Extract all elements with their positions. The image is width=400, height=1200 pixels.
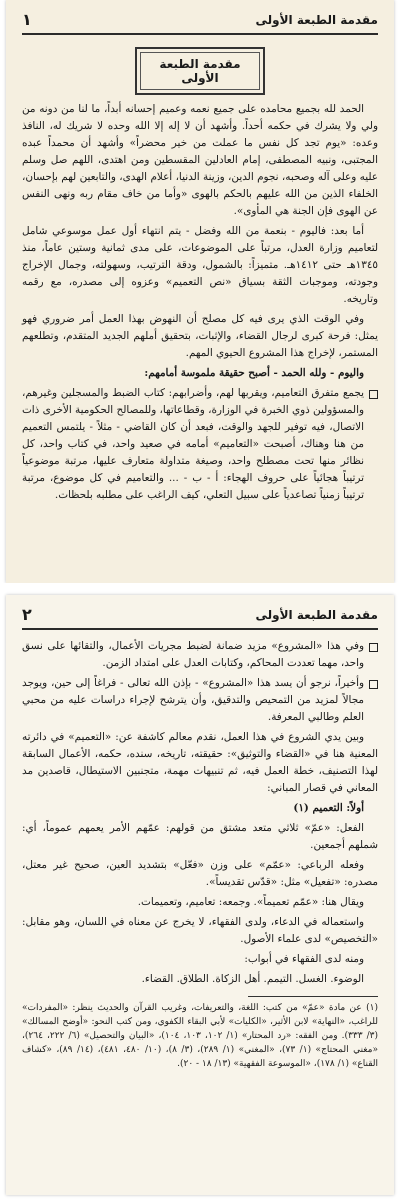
paragraph: واستعماله في الدعاء، ولدى الفقهاء، لا يخرج عن معناه في اللسان، وهو مقابل: «التخصيص» لدى علماء الأصول.: [22, 916, 378, 945]
section-title: مقدمة الطبعة الأولى: [140, 52, 260, 90]
paragraph: الوضوء. الغسل. التيمم. أهل الزكاة. الطلاق. القضاء.: [141, 973, 364, 985]
running-title: مقدمة الطبعة الأولى: [255, 12, 378, 27]
running-title: مقدمة الطبعة الأولى: [255, 607, 378, 622]
footnote: (١) عن مادة «عمّ» من كتب: اللغة، والتعريفات، وغريب القرآن والحديث ينظر: «المفردات» للراغب، «النهاية» لابن الأثير، «الكليات» لأبي البقاء الكفوي، ومن كتب النحو: «أوضح المسالك» (٣/ ٣٣٣). ومن الفقه: «رد المحتار» (١/ ١٠٢، ١٠٣، ١٠٤)، «البيان والتحصيل» (٦/ ٢٢٢، ٢٦٤)، «مغني المحتاج» (١/ ٧٣)، «المغني» (١/ ٢٨٩)، (٣/ ٨)، (١٠/ ٤٨٠، ٤٨١)، (١٤/ ٨٩)، «كشاف القناع» (١/ ١٧٨)، «الموسوعة الفقهية» (١٣/ ١٨ - ٢٠).: [22, 1003, 378, 1069]
footnote-separator: [248, 996, 378, 997]
paragraph: ويقال هنا: «عمّم تعميماً». وجمعه: تعاميم، وتعميمات.: [137, 896, 364, 908]
bullet-item: يجمع متفرق التعاميم، ويقربها لهم، وأضرابهم: كتاب الضبط والمسجلين وغيرهم، والمسؤولين ذوي الخبرة في الوزارة، وقطاعاتها، وللمصالح الحكومية الأخرى ذات الاتصال، فيه توفير للجهد والوقت، فبعد أن كان القاضي - مثلاً - يلتمس التعميم من هنا وهناك، أصبحت «التعاميم» أمامه في صعيد واحد، في كتاب واحد، كل نظائر منها تحت مصطلح واحد، وصيغة متداولة متعارف عليها، مرتبة موضوعياً ترتيباً هجائياً على حروف الهجاء: أ - ب - ... والتعاميم في كل موضوع، مرتبة ترتيباً زمنياً تصاعدياً على سبيل التعلي، كيف الراغب على مطلبه بلحظات.: [22, 385, 378, 504]
running-header: [22, 10, 378, 35]
book-page-1: [6, 0, 394, 583]
page-body: [22, 638, 378, 988]
book-page-2: [6, 595, 394, 1195]
section-title-box: [135, 47, 265, 95]
page-body: [22, 101, 378, 504]
paragraph: الفعل: «عمّ» ثلاثي متعد مشتق من قولهم: عمّهم الأمر يعمهم عموماً، أي: شملهم أجمعين.: [22, 822, 378, 851]
running-header: [22, 605, 378, 630]
page-number: ٢: [22, 605, 32, 624]
bullet-item: وأخيراً، نرجو أن يسد هذا «المشروع» - بإذن الله تعالى - فراغاً إلى حين، ويوجد مجالاً لمزيد من التمحيص والتدقيق، وأن يترشح لإجراء دراسات عليه من محبي العلم وطالبي المعرفة.: [22, 675, 378, 726]
paragraph: وفي الوقت الذي يرى فيه كل مصلح أن النهوض بهذا العمل أمر ضروري فهو يمثل: فرحة كبرى لرجال القضاء، والإثبات، بتحقيق أملهم الجديد المتقدم، وتطلعهم المستمر، لإخراج هذا المشروع الحيوي المهم.: [22, 313, 378, 359]
bullet-item: وفي هذا «المشروع» مزيد ضمانة لضبط مجريات الأعمال، والتقائها على نسق واحد، مهما تعددت المحاكم، وكتابات العدل على امتداد الزمن.: [22, 638, 378, 672]
paragraph: وفعله الرباعي: «عمّم» على وزن «فعّل» بتشديد العين، صحيح غير معتل، مصدره: «تفعيل» مثل: «قدّس تقديساً».: [22, 859, 378, 888]
paragraph: أما بعد: فاليوم - بنعمة من الله وفضل - يتم انتهاء أول عمل موسوعي شامل لتعاميم وزارة العدل، مرتباً على الموضوعات، على مدى ثمانية وستين عاماً، منذ ١٣٤٥هـ حتى ١٤١٢هـ. متميزاً: بالشمول، ودقة الترتيب، وسهولته، وجمال الإخراج وجودته، وموجبات الثقة بسياق «نص التعميم» وعزوه إلى مصدره، مع رقمه وتاريخه.: [22, 225, 378, 305]
paragraph: واليوم - ولله الحمد - أصبح حقيقة ملموسة أمامهم:: [144, 367, 364, 379]
page-gap: [0, 583, 400, 595]
paragraph: الحمد لله بجميع محامده على جميع نعمه وعميم إحسانه أبداً، ما لنا من دونه من ولي ولا يشرك في حكمه أحداً. وأشهد أن لا إله إلا الله وحده لا شريك له، النافذ وعده: «يوم تجد كل نفس ما عملت من خير محضراً» وأشهد أن محمداً عبده المجتبى، ونبيه المصطفى، إمام العادلين المقسطين ومن اهتدى، اللهم صل وسلم عليه وعلى آله وصحبه، نجوم الدين، وزينة الدنيا، أعلام الهدى، والتابعين لهم بإحسان، الخلفاء الذين من الله عليهم بالحكم بالهوى «وأما من خاف مقام ربه ونهى النفس عن الهوى فإن الجنة هي المأوى».: [22, 103, 378, 217]
page-number: ١: [22, 10, 32, 29]
subheading: أولاً: التعميم (١): [293, 802, 364, 814]
paragraph: وبين يدي الشروع في هذا العمل، نقدم معالم كاشفة عن: «التعميم» في دائرته المعنية هنا في «القضاء والتوثيق»: حقيقته، تاريخه، سنده، حكمه، الأعمال السابقة لهذا التصنيف، خطة العمل فيه، ثم تنبيهات مهمة، متجنبين الاستيطال، قاصدين مد المعاني في قصار المباني:: [22, 731, 378, 794]
paragraph: ومنه لدى الفقهاء في أبواب:: [244, 953, 364, 965]
